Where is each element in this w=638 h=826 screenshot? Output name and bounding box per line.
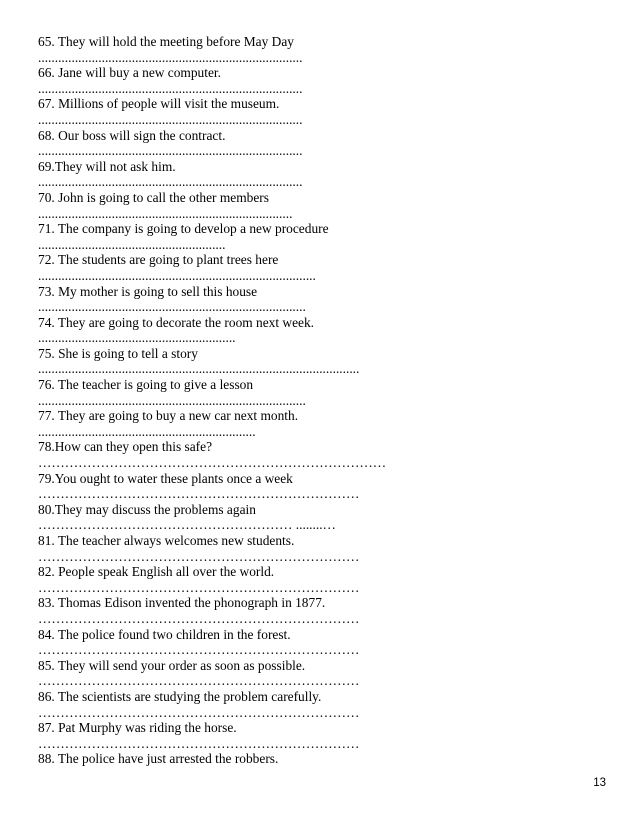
exercise-sentence: 88. The police have just arrested the robbers. <box>38 751 279 767</box>
exercise-sentence: 81. The teacher always welcomes new students. <box>38 533 295 548</box>
answer-line[interactable]: ……………………………………………………………… <box>38 579 360 595</box>
answer-line[interactable]: …………………………………………………………………… <box>38 455 387 471</box>
answer-line[interactable]: ……………………………………………………………… <box>38 735 360 751</box>
answer-line[interactable]: ............................................................................... <box>38 143 303 159</box>
exercise-sentence: 74. They are going to decorate the room next week. <box>38 314 315 330</box>
exercise-sentence: 78.How can they open this safe? <box>38 439 213 455</box>
answer-line[interactable]: ………………………………………………… ........… <box>38 517 336 533</box>
exercise-sentence: 75. She is going to tell a story <box>38 345 198 361</box>
exercise-sentence: 86. The scientists are studying the problem carefully. <box>38 688 322 704</box>
answer-line[interactable]: ............................................................................... <box>38 49 303 65</box>
exercise-sentence: 72. The students are going to plant trees here <box>38 252 279 268</box>
exercise-sentence: 66. Jane will buy a new computer. <box>38 65 221 81</box>
answer-line[interactable]: ................................................................................ <box>38 392 306 408</box>
answer-line[interactable]: ................................................................................ <box>38 299 306 315</box>
exercise-sentence: 87. Pat Murphy was riding the horse. <box>38 720 237 736</box>
answer-line[interactable]: ............................................................................... <box>38 174 303 190</box>
exercise-sentence: 65. They will hold the meeting before May Day <box>38 34 294 49</box>
exercise-sentence: 68. Our boss will sign the contract. <box>38 127 226 143</box>
exercise-sentence: 84. The police found two children in the forest. <box>38 626 291 642</box>
answer-line[interactable]: ................................................................................................ <box>38 361 360 377</box>
exercise-sentence: 85. They will send your order as soon as possible. <box>38 657 306 673</box>
exercise-sentence: 80.They may discuss the problems again <box>38 501 256 517</box>
answer-line[interactable]: ................................................................. <box>38 423 256 439</box>
answer-line[interactable]: ……………………………………………………………… <box>38 548 360 564</box>
page-number: 13 <box>593 777 606 789</box>
exercise-sentence: 82. People speak English all over the world. <box>38 564 275 580</box>
answer-line[interactable]: ……………………………………………………………… <box>38 673 360 689</box>
exercise-sentence: 76. The teacher is going to give a lesson <box>38 377 254 393</box>
answer-line[interactable]: ........................................................ <box>38 236 226 252</box>
answer-line[interactable]: ……………………………………………………………… <box>38 704 360 720</box>
exercise-sentence: 77. They are going to buy a new car next month. <box>38 408 299 424</box>
answer-line[interactable]: ................................................................................... <box>38 267 316 283</box>
exercise-sentence: 79.You ought to water these plants once a week <box>38 470 293 486</box>
answer-line[interactable]: ……………………………………………………………… <box>38 610 360 626</box>
exercise-sentence: 73. My mother is going to sell this house <box>38 283 258 299</box>
exercise-sentence: 71. The company is going to develop a new procedure <box>38 221 329 237</box>
answer-line[interactable]: ........................................................... <box>38 330 236 346</box>
exercise-sentence: 67. Millions of people will visit the museum. <box>38 96 280 112</box>
answer-line[interactable]: ............................................................................... <box>38 111 303 127</box>
exercise-sentence: 83. Thomas Edison invented the phonograph in 1877. <box>38 595 326 611</box>
answer-line[interactable]: ............................................................................... <box>38 80 303 96</box>
exercise-page <box>38 34 608 767</box>
answer-line[interactable]: ……………………………………………………………… <box>38 486 360 502</box>
answer-line[interactable]: ……………………………………………………………… <box>38 642 360 658</box>
exercise-sentence: 70. John is going to call the other members <box>38 189 269 205</box>
answer-line[interactable]: ............................................................................ <box>38 205 293 221</box>
exercise-sentence: 69.They will not ask him. <box>38 158 176 174</box>
